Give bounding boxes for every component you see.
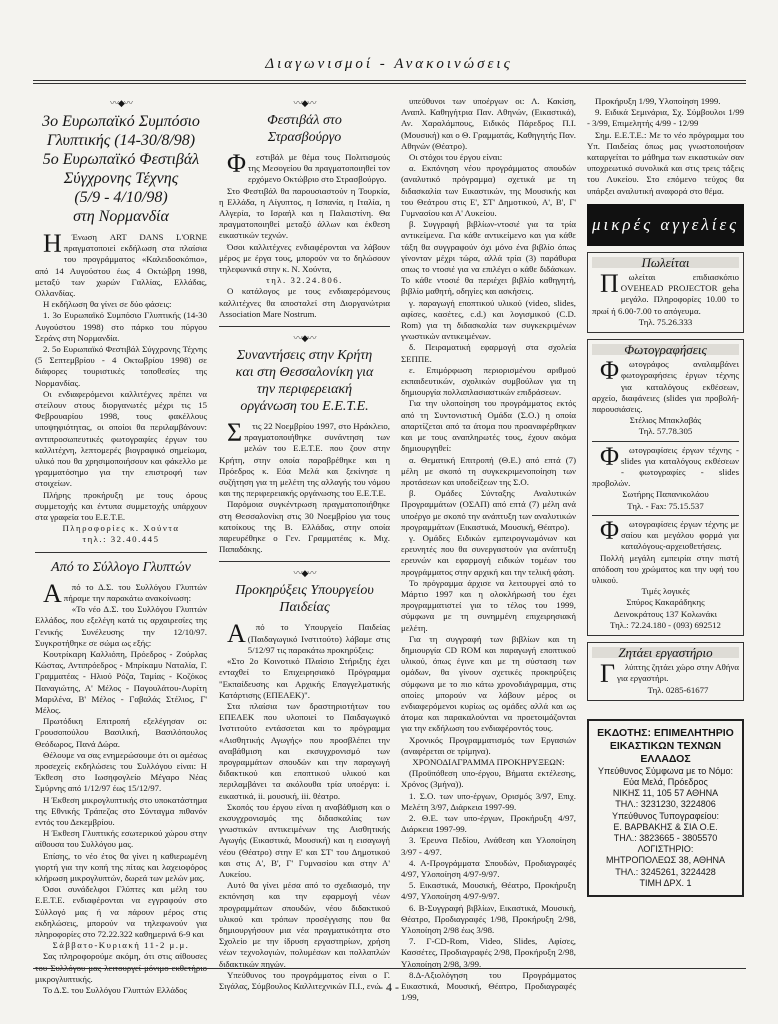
divider bbox=[219, 561, 390, 562]
imprint-line: ΤΗΛ.: 3823665 - 3805570 bbox=[613, 832, 718, 843]
classifieds-banner: μικρές αγγελίες bbox=[587, 204, 744, 246]
schedule-item: 8.Δ-Αξιολόγηση του Προγράμματος Εικαστικά, Μουσική, Θέατρο, Προδιαγραφές 1/99, bbox=[401, 969, 576, 1003]
paragraph: Στις 22 Νοεμβρίου 1997, στο Ηράκλειο, πραγματοποιήθηκε συνάντηση των μελών του Ε.Ε.Τ.Ε. που ζουν στην Κρήτη, στην οποία παραβρέθηκε και η Πρόεδρος κ. Εύα Μελά και ξεκίνησε η συζήτηση για τη μελέτη της αλλαγής του νόμου και της περιφερειακής οργάνωσης του Ε.Ε.Τ.Ε. bbox=[219, 418, 390, 499]
paragraph: Προκήρυξη 1/99, Υλοποίηση 1999. bbox=[595, 96, 721, 106]
paragraph: Η Έκθεση μικρογλυπτικής στο υποκατάστημα της Εθνικής Τράπεζας στο Σύνταγμα πιθανόν εντός του Δεκεμβρίου. bbox=[35, 794, 207, 827]
divider bbox=[35, 552, 207, 553]
ad-name: Σωτήρης Παπανικολάου bbox=[622, 489, 709, 500]
paragraph: Σκοπός του έργου είναι η αναβάθμιση και ο εκσυγχρονισμός της διδασκαλίας των γνωστικών αντικειμένων της Αισθητικής Αγωγής (Εικαστικά, Μουσική) και η εισαγωγή νέου (Θέατρο) στην Ε' και ΣΤ' του Δημοτικού και στις Α', Β', Γ' Γυμνασίου και στην Α' Λυκείου. bbox=[219, 801, 390, 879]
ad-name: Σπύρος Κακαράδηκης bbox=[626, 597, 705, 608]
imprint-line: Υπεύθυνος Σύμφωνα με το Νόμο: bbox=[598, 765, 733, 776]
ad-text: Φωτογραφίσεις έργων τέχνης - slides για καταλόγους εκθέσεων - φωτογραφίες - slides προβολών. bbox=[592, 441, 739, 489]
ad-phone: Τηλ.: 72.24.180 - (093) 692512 bbox=[610, 619, 721, 630]
page-header: Διαγωνισμοί - Ανακοινώσεις bbox=[265, 56, 513, 72]
contact-info: Πληροφορίες κ. Χούντα bbox=[62, 523, 180, 534]
schedule-item: 6. Β-Συγγραφή βιβλίων, Εικαστικά, Μουσική, Θέατρο, Προδιαγραφές 1/98, Προκήρυξη 2/98, Υλοποίηση 2/98 έως 3/98. bbox=[401, 902, 576, 936]
ad-name: Στέλιος Μπακλαβάς bbox=[629, 415, 702, 426]
ad-text: Φωτογράφος αναλαμβάνει φωτογραφήσεις έργων τέχνης για καταλόγους εκθέσεων, αρχείο, διαφάνειες (slides για προβολή-παρουσιάσεις. bbox=[592, 356, 739, 415]
paragraph: γ. παραγωγή εποπτικού υλικού (video, slides, αφίσες, κασέτες, c.d.) και λογισμικού (C.D. Rom) για τη διδασκαλία των συγκεκριμένων γνωστικών αντικειμένων. bbox=[401, 297, 576, 342]
ad-text: Φωτογραφίσεις έργων τέχνης με σαίου και μεγάλου φορμά για καταλόγους-αρχειοθετήσεις. bbox=[600, 515, 739, 552]
ad-heading: Ζητάει εργαστήριο bbox=[592, 647, 739, 658]
paragraph: Το πρόγραμμα άρχισε να λειτουργεί από το Μάρτιο 1997 και η ολοκλήρωσή του έχει προγραμματιστεί για το τέλος του 1999, σύμφωνα με τη συνημμένη επιχειρησιακή μελέτη. bbox=[401, 577, 576, 633]
imprint-line: ΝΙΚΗΣ 11, 105 57 ΑΘΗΝΑ bbox=[612, 788, 719, 799]
title-line: Στρασβούργο bbox=[267, 130, 342, 145]
paragraph: 1. 3ο Ευρωπαϊκό Συμπόσιο Γλυπτικής (14-30 Αυγούστου 1998) στο πάρκο του πύργου Σεράνς στη Νορμανδία. bbox=[35, 310, 207, 343]
paragraph: Επίσης, το νέο έτος θα γίνει η καθιερωμένη γιορτή για την κοπή της πίτας και λαχειοφόρος κλήρωση μικρογλυπτών, δωρεά των μελών μας. bbox=[35, 850, 207, 883]
ad-studio-box bbox=[587, 642, 744, 701]
ad-photo-box bbox=[587, 339, 744, 636]
paragraph: Στα πλαίσια των δραστηριοτήτων του ΕΠΕΑΕΚ που υλοποιεί το Παιδαγωγικό Ινστιτούτο εντάσσεται και το πρόγραμμα «Αισθητικής Αγωγής» που προσβλέπει την αναβάθμιση και εκσυγχρονισμό των προγραμμάτων σπουδών και την παραγωγή διδακτικού και εποπτικού υλικού και περιλαμβάνει τα ακόλουθα τρία υποέργα: i. εικαστικά, ii. μουσική, iii. θέατρο. bbox=[219, 700, 390, 801]
paragraph: Αυτό θα γίνει μέσα από το σχεδιασμό, την εκπόνηση και την εφαρμογή νέων προγραμμάτων σπουδών, νέου διδακτικού υλικού και τρόπων προσέγγισης που θα δημιουργήσουν μια νέα πραγματικότητα στο Σχολείο με την ίδρυση εργαστηρίων, χρήση νέων τεχνολογιών, πολυμέσων και πολλαπλών διδακτικών πηγών. bbox=[219, 880, 390, 969]
paragraph: β. Συγγραφή βιβλίων-ντοσιέ για τα τρία αντικείμενα. Για κάθε αντικείμενο και για κάθε τάξη θα συγγραφούν όχι μόνο ένα βιβλίο όπως γίνονταν μέχρι τώρα, αλλά τρία (3) παράθυρα οπως το ντοσιέ για να επιλέγει ο κάθε διδάσκων. Το κάθε ντοσιέ θα περιέχει βιβλίο καθηγητή, βιβλίο μαθητή, οδηγίες και ασκήσεις. bbox=[401, 219, 576, 297]
paragraph: ε. Επιμόρφωση περιορισμένου αριθμού εκπαιδευτικών, σχολικών συμβούλων για τη δημιουργία πολλαπλασιαστικών επιδράσεων. bbox=[401, 364, 576, 398]
schedule-heading: ΧΡΟΝΟΔΙΑΓΡΑΜΜΑ ΠΡΟΚΗΡΥΞΕΩΝ: bbox=[412, 756, 565, 767]
paragraph: Για τη συγγραφή των βιβλίων και τη δημιουργία CD ROM και παραγωγή εποπτικού υλικού, όπως έγινε και με τη σύσταση των ομάδων, θα γίνουν σχετικές προκηρύξεις σύμφωνα με το πιο κάτω χρονοδιάγραμμα, στις οποίες μπορούν να λάβουν μέρος οι ενδιαφερόμενοι κυρίως ως ομάδες αλλά και ως άτομα και παρακαλούνται να προετοιμάζονται για την εκδήλωση του ενδιαφέροντός τους. bbox=[401, 633, 576, 734]
ornament: 〰◆〰 bbox=[110, 98, 132, 108]
title-line: Συναντήσεις στην Κρήτη bbox=[236, 348, 373, 364]
paragraph: Στο Φεστιβάλ θα παρουσιαστούν η Τουρκία, η Ελλάδα, η Αίγυπτος, η Ισπανία, η Ιταλία, η Αλγερία, το Ισραήλ και η Παλαιστίνη. Θα πραγματοποιηθεί μεταξύ άλλων και έκθεση εικαστικών τεχνών. bbox=[219, 185, 390, 241]
publisher-imprint bbox=[587, 719, 744, 897]
imprint-line: Ε. ΒΑΡΒΑΚΗΣ & ΣΙΑ Ο.Ε. bbox=[613, 821, 718, 832]
ad-phone: Τηλ. 75.26.333 bbox=[638, 316, 693, 327]
bottom-rule bbox=[33, 968, 746, 969]
imprint-line: ΤΗΛ.: 3245261, 3224428 bbox=[615, 866, 716, 877]
paragraph: Κουτρίκαρη Καλλιόπη, Πρόεδρος - Ζούρλας Κώστας, Αντιπρόεδρος - Μπρίκαμυ Ναταλία, Γ. Γραμματέας - Ηλιού Ρόζα, Ταμίας - Κοζόκος Παναγιώτης, Α' Μέλος - Παγουλάτου-Λυρίτη Μαριλένα, Β' Μέλος - Γαβαλάς Στέλιος, Γ' Μέλος. bbox=[35, 648, 207, 715]
contact-phone: τηλ.: 32.40.445 bbox=[82, 534, 160, 545]
paragraph: Όσοι καλλιτέχνες ενδιαφέρονται να λάβουν μέρος με έργα τους, μπορούν να το δηλώσουν τηλεφωνικά στην κ. Ν. Χούντα, bbox=[219, 241, 390, 275]
paragraph: Από το Υπουργείο Παιδείας (Παιδαγωγικό Ινστιτούτο) λάβαμε στις 5/12/97 τις παρακάτω προκηρύξεις: bbox=[227, 619, 390, 655]
ad-heading: Φωτογραφήσεις bbox=[592, 344, 739, 355]
imprint-line: Υπεύθυνος Τυπογραφείου: bbox=[611, 810, 720, 821]
schedule-item: 2. Θ.Ε. των υπο-έργων, Προκήρυξη 4/97, Διάρκεια 1997-99. bbox=[401, 813, 576, 835]
paragraph: γ. Ομάδες Ειδικών εμπειρογνωμόνων και ερευνητές που θα συνεργαστούν για ανάπτυξη ερευνών και εφαρμογή ειδικών τομέων του προγράμματος στην αρχική και την τελική φάση. bbox=[401, 532, 576, 577]
imprint-line: ΕΙΚΑΣΤΙΚΩΝ ΤΕΧΝΩΝ bbox=[609, 739, 722, 752]
imprint-line: ΜΗΤΡΟΠΟΛΕΩΣ 38, ΑΘΗΝΑ bbox=[606, 855, 725, 866]
schedule-item: 7. Γ-CD-Rom, Video, Slides, Αφίσες, Κασσέτες, Προδιαγραφές 2/98, Προκήρυξη 2/98, Υλοποίηση 2/98, 3/99. bbox=[401, 936, 576, 969]
paragraph: «Το νέο Δ.Σ. του Συλλόγου Γλυπτών Ελλάδος, που εξελέγη κατά τις αρχαιρεσίες της Γενικής Συνέλευσης την 12/10/97. Συγκροτήθηκε σε σώμα ως εξής: bbox=[35, 604, 207, 648]
imprint-line: Εύα Μελά, Πρόεδρος bbox=[623, 776, 708, 787]
ornament: 〰◆〰 bbox=[293, 568, 316, 579]
ornament: 〰◆〰 bbox=[293, 98, 316, 108]
paragraph: Όσοι συνάδελφοι Γλύπτες και μέλη του Ε.Ε.Τ.Ε. ενδιαφέρονται να εγγραφούν στο Σύλλογό μας ή να πάρουν μέρος στις εκδηλώσεις, μπορούν να τηλεφωνούν για πληροφορίες στο 72.22.322 καθημερινά 6-9 και bbox=[35, 884, 207, 939]
divider bbox=[219, 326, 390, 327]
schedule-item: 5. Εικαστικά, Μουσική, Θέατρο, Προκήρυξη 4/97, Υλοποίηση 4/97-9/97. bbox=[401, 880, 576, 902]
ad-text: Πωλείται επιδιασκόπιο OVEHEAD PROJECTOR geha μεγάλο. Πληροφορίες 10.00 το πρωί ή 6.00-7.00 το απόγευμα. bbox=[592, 269, 739, 316]
ad-text: Πολλή μεγάλη εμπειρία στην πιστή απόδοση του χρώματος και την υφή του υλικού. bbox=[592, 552, 739, 585]
contact-phone: τηλ. 32.24.806. bbox=[266, 275, 343, 286]
paragraph: Ο κατάλογος με τους ενδιαφερόμενους καλλιτέχνες θα αποσταλεί στη Διοργανώτρια Association Mare Nostrum. bbox=[219, 286, 390, 319]
title-line: την περιφερειακή bbox=[256, 382, 353, 398]
paragraph: Από το Δ.Σ. του Συλλόγου Γλυπτών πήραμε την παρακάτω ανακοίνωση: bbox=[43, 578, 207, 608]
paragraph: Η εκδήλωση θα γίνει σε δύο φάσεις: bbox=[43, 299, 172, 310]
article-title-ministry bbox=[219, 582, 390, 616]
paragraph: Πλήρης προκήρυξη με τους όρους συμμετοχής και έντυπα συμμετοχής υπάρχουν στα γραφεία του Ε.Ε.Τ.Ε. bbox=[35, 489, 207, 523]
ad-phone: Τηλ. 57.78.305 bbox=[638, 426, 693, 437]
ad-sale-box bbox=[587, 252, 744, 333]
paragraph: Παρόμοια συγκέντρωση πραγματοποιήθηκε στη Θεσσαλονίκη στις 30 Νοεμβρίου για τους κατοίκους της Β. Ελλάδας, στην οποία παρευρέθηκε ο Γεν. Γραμματέας κ. Μιχ. Παπαδάκης. bbox=[219, 499, 390, 555]
paragraph: υπεύθυνοι των υποέργων οι: Λ. Κακίση, Αναπλ. Καθηγήτρια Παν. Αθηνών, (Εικαστικά), Αν. Χαραλάμπους, Ειδικός Πάρεδρος Π.Ι. (Μουσική) και ο Θ. Γραμματάς, Καθηγητής Παν. Αθηνών (Θέατρο). bbox=[401, 96, 576, 151]
top-rule bbox=[33, 80, 746, 81]
paragraph: α. Θεματική Επιτροπή (Θ.Ε.) από επτά (7) μέλη με σκοπό τη συγκεκριμενοποίηση των προτάσεων και υποδείξεων της Σ.Ο. bbox=[401, 454, 576, 487]
paragraph: Θέλουμε να σας ενημερώσουμε ότι οι αμέσως προσεχείς εκδηλώσεις του Συλλόγου είναι: Η Έκθεση στο Ιωσηφογλείο Μέγαρο Νέας Σμύρνης από 1/12/97 έως 15/12/97. bbox=[35, 749, 207, 794]
imprint-line: ΛΟΓΙΣΤΗΡΙΟ: bbox=[637, 844, 694, 855]
paragraph: δ. Πειραματική εφαρμογή στα σχολεία ΣΕΠΠΕ. bbox=[401, 342, 576, 364]
paragraph: Η Έκθεση Γλυπτικής εσωτερικού χώρου στην αίθουσα του Συλλόγου μας. bbox=[35, 828, 207, 850]
paragraph: β. Ομάδες Σύνταξης Αναλυτικών Προγραμμάτων (ΟΣΑΠ) από επτά (7) μέλη ανά υποέργο με σκοπό την ανάπτυξη των αναλυτικών προγραμμάτων (Εικαστικά, Μουσική, Θέατρο). bbox=[401, 488, 576, 532]
paragraph: Για την υλοποίηση του προγράμματος εκτός από τη Συντονιστική Ομάδα (Σ.Ο.) η οποία απαρτίζεται από τα άτομα που προαναφέρθηκαν και με τους αναπληρωτές τους, έχουν ακόμα δημιουργηθεί: bbox=[401, 398, 576, 454]
paragraph: «Στο 2ο Κοινοτικό Πλαίσιο Στήριξης έχει ενταχθεί το Επιχειρησιακό Πρόγραμμα "Εκπαίδευσης και Αρχικής Επαγγελματικής Κατάρτισης (ΕΠΕΑΕΚ)". bbox=[219, 656, 390, 700]
imprint-line: ΕΛΛΑΔΟΣ bbox=[640, 752, 691, 765]
paragraph: Υπεύθυνος του προγράμματος είναι ο Γ. Σιγάλας, Σύμβουλος Καλλιτεχνικών Π.Ι., ενώ bbox=[219, 969, 390, 991]
title-line: οργάνωση του Ε.Ε.Τ.Ε. bbox=[240, 399, 369, 415]
ad-phone: Τηλ. 0285-61677 bbox=[647, 684, 709, 695]
title-line: Προκηρύξεις Υπουργείου bbox=[235, 583, 374, 599]
note-paragraph: Σημ. Ε.Ε.Τ.Ε.: Με το νέο πρόγραμμα του Υπ. Παιδείας όπως μας γνωστοποιήσαν καταργείται το μάθημα των εικαστικών σαν υποχρεωτικό συνολικά και στις τρεις τάξεις του Λυκείου. Στο επόμενο τεύχος θα υπάρξει αναλυτική αναφορά στο θέμα. bbox=[587, 129, 744, 196]
paragraph: Σας πληροφορούμε ακόμη, ότι στις αίθουσες του Συλλόγου μας λειτουργεί μόνιμο εκθετήριο μικρογλυπτικής. bbox=[35, 951, 207, 984]
paragraph: Πρωτόδικη Επιτροπή εξελέγησαν οι: Γρουσοπούλου Βασιλική, Βασιλόπουλος Θεόδωρος, Πανά Δώρα. bbox=[35, 716, 207, 749]
ad-text: Γλύπτης ζητάει χώρο στην Αθήνα για εργαστήρι. bbox=[600, 659, 739, 689]
paragraph: α. Εκπόνηση νέου προγράμματος σπουδών (αναλυτικό πρόγραμμα) σχετικά με τη διδασκαλία των Εικαστικών, της Μουσικής και του Θεάτρου στις Ε', ΣΤ' Δημοτικού, Α', Β', Γ' Γυμνασίου και Α' Λυκείου. bbox=[401, 163, 576, 219]
signature: Το Δ.Σ. του Συλλόγου Γλυπτών Ελλάδος bbox=[43, 985, 188, 995]
title-line: Σύγχρονης Τέχνης bbox=[63, 170, 179, 187]
paragraph: ΗΈνωση ART DANS L'ORNE πραγματοποιεί εκδήλωση στα πλαίσια του προγράμματος «Καλειδοσκόπιο», από 14 Αυγούστου έως 4 Οκτώβρη 1998, μεταξύ των χωρών Γαλλίας, Ελλάδας, Ολλανδίας. bbox=[35, 229, 207, 299]
schedule-item: 1. Σ.Ο. των υπο-έργων, Ορισμός 3/97, Επιχ. Μελέτη 3/97, Διάρκεια 1997-99. bbox=[401, 790, 576, 812]
ornament: 〰◆〰 bbox=[293, 333, 316, 344]
schedule-item: 4. Α-Προγράμματα Σπουδών, Προδιαγραφές 4/97, Υλοποίηση 4/97-9/97. bbox=[401, 857, 576, 880]
paragraph: Χρονικός Προγραμματισμός των Εργασιών (αναφέρεται σε τρίμηνα). bbox=[401, 734, 576, 756]
imprint-line: ΕΚΔΟΤΗΣ: ΕΠΙΜΕΛΗΤΗΡΙΟ bbox=[597, 726, 734, 739]
article-title-normandy bbox=[35, 112, 207, 226]
title-line: Παιδείας bbox=[279, 600, 330, 616]
title-line: 5ο Ευρωπαϊκό Φεστιβάλ bbox=[42, 151, 200, 168]
article-title-strasbourg bbox=[219, 112, 390, 146]
column-3 bbox=[401, 96, 576, 1003]
title-line: Γλυπτικής (14-30/8/98) bbox=[46, 132, 196, 149]
column-4 bbox=[587, 96, 744, 897]
article-title-sculptors: Από το Σύλλογο Γλυπτών bbox=[51, 559, 191, 575]
ad-heading: Πωλείται bbox=[592, 257, 739, 268]
title-line: Φεστιβάλ στο bbox=[267, 113, 342, 128]
paragraph: (Προϋπόθεση υπο-έργου, Βήματα εκτέλεσης, Χρόνος (3μήνα)). bbox=[401, 768, 576, 790]
page-number: - 4 - bbox=[379, 980, 399, 994]
paragraph: 2. 5ο Ευρωπαϊκό Φεστιβάλ Σύγχρονης Τέχνης (5 Σεπτεμβρίου - 4 Οκτωβρίου 1998) σε διάφορες τουριστικές τοποθεσίες της Νορμανδίας. bbox=[35, 344, 207, 388]
ad-phone: Τηλ. - Fax: 75.15.537 bbox=[627, 500, 704, 511]
column-2 bbox=[219, 96, 390, 992]
title-line: στη Νορμανδία bbox=[73, 208, 169, 225]
paragraph: 9. Ειδικά Σεμινάρια, Σχ. Σύμβουλοι 1/99 - 3/99, Επιμελητής 4/99 - 12/99 bbox=[587, 107, 744, 129]
paragraph: Φεστιβάλ με θέμα τους Πολιτισμούς της Μεσογείου θα πραγματοποιηθεί τον ερχόμενο Οκτώβριο στο Στρασβούργο. bbox=[227, 149, 390, 185]
imprint-line: ΤΙΜΗ ΔΡΧ. 1 bbox=[639, 877, 692, 888]
title-line: και στη Θεσσαλονίκη για bbox=[235, 365, 374, 381]
title-line: (5/9 - 4/10/98) bbox=[74, 189, 168, 206]
paragraph: Σάββατο-Κυριακή 11-2 μ.μ. bbox=[52, 940, 190, 951]
article-title-crete bbox=[219, 347, 390, 415]
paragraph: Οι ενδιαφερόμενοι καλλιτέχνες πρέπει να στείλουν στους διοργανωτές μέχρι τις 15 Φεβρουαρίου 1998, τους φακέλλους υποψηφιότητας, οι οποίοι θα περιλαμβάνουν: αντιπροσωπευτικές φωτογραφίες έργων του καλλιτέχνη, λεπτομερές βιογραφικό σημείωμα, υλικό που θα χρησιμοποιήσουν και φάκελλο με γραμματόσημο για την επιστροφή των στοιχείων. bbox=[35, 388, 207, 489]
ad-address: Δεινοκράτους 137 Κολωνάκι bbox=[613, 608, 718, 619]
title-line: 3ο Ευρωπαϊκό Συμπόσιο bbox=[42, 113, 200, 130]
column-1 bbox=[35, 96, 207, 996]
top-rule-2 bbox=[33, 83, 746, 84]
schedule-item: 3. Έρευνα Πεδίου, Ανάθεση και Υλοποίηση 3/97 - 4/97. bbox=[401, 835, 576, 857]
paragraph: Οι στόχοι του έργου είναι: bbox=[409, 152, 503, 163]
ad-price: Τιμές λογικές bbox=[641, 586, 690, 597]
imprint-line: ΤΗΛ.: 3231230, 3224806 bbox=[615, 799, 716, 810]
